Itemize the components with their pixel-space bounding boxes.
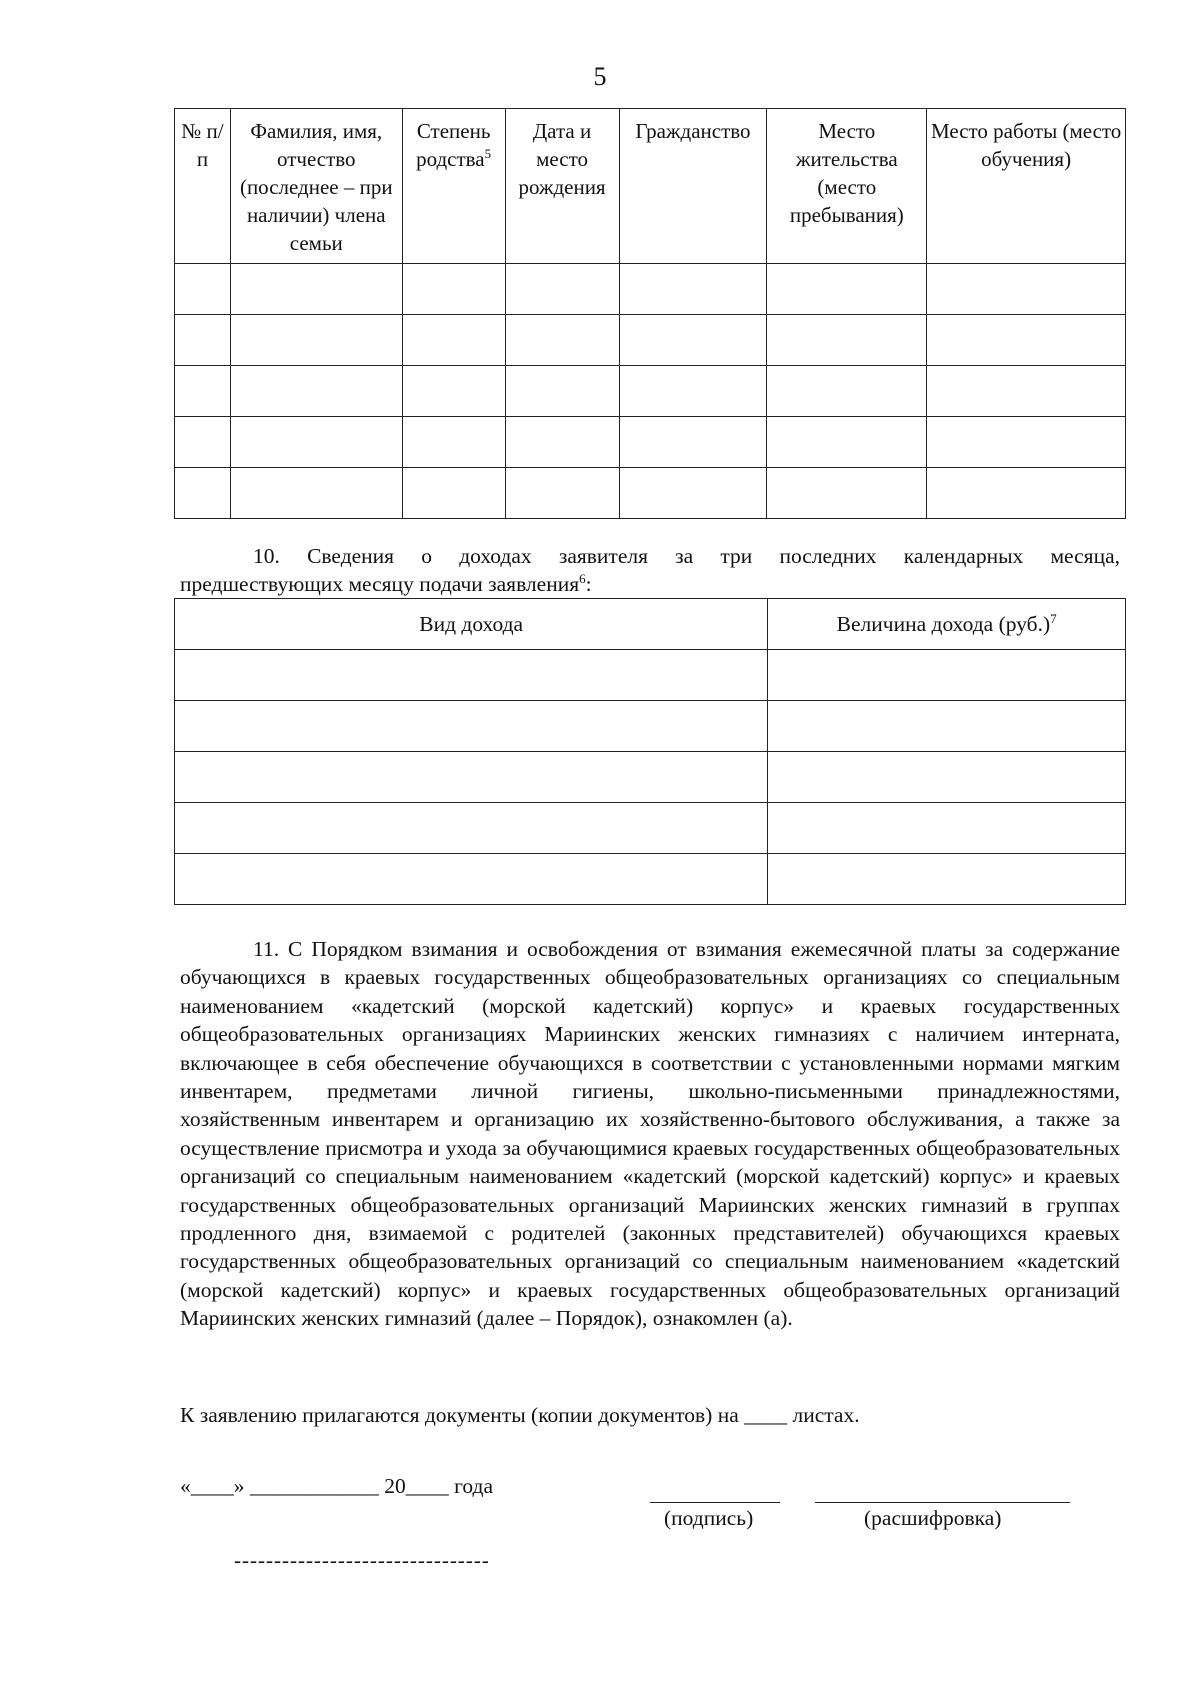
table-cell[interactable]	[402, 315, 505, 366]
table-row	[175, 803, 1126, 854]
table-cell[interactable]	[619, 417, 767, 468]
table-cell[interactable]	[230, 417, 402, 468]
table-cell[interactable]	[927, 468, 1126, 519]
table-cell[interactable]	[402, 468, 505, 519]
table-cell[interactable]	[175, 854, 768, 905]
table-row	[175, 701, 1126, 752]
table-row	[175, 264, 1126, 315]
header-number: № п/п	[175, 109, 231, 264]
table-cell[interactable]	[619, 366, 767, 417]
header-full-name: Фамилия, имя, отчество (последнее – при наличии) члена семьи	[230, 109, 402, 264]
table-cell[interactable]	[505, 417, 619, 468]
header-residence: Место жительства (место пребывания)	[767, 109, 927, 264]
table-cell[interactable]	[619, 264, 767, 315]
table-row	[175, 752, 1126, 803]
table-cell[interactable]	[767, 366, 927, 417]
table-cell[interactable]	[619, 468, 767, 519]
table-row	[175, 854, 1126, 905]
header-work-place: Место работы (место обучения)	[927, 109, 1126, 264]
table-row	[175, 417, 1126, 468]
table-cell[interactable]	[505, 366, 619, 417]
table-cell[interactable]	[175, 650, 768, 701]
signature-label: (подпись)	[664, 1506, 754, 1530]
table-row	[175, 468, 1126, 519]
family-members-table	[174, 108, 1126, 519]
page-number: 5	[593, 62, 607, 91]
table-cell[interactable]	[768, 854, 1126, 905]
table-header-row	[175, 109, 1126, 264]
table-cell[interactable]	[175, 803, 768, 854]
table-cell[interactable]	[175, 417, 231, 468]
section-10-income-heading: 10. Сведения о доходах заявителя за три последних календарных месяца, предшествующих месяцу подачи заявления$^6$:	[180, 544, 1120, 596]
table-row	[175, 315, 1126, 366]
table-cell[interactable]	[402, 366, 505, 417]
table-cell[interactable]	[768, 752, 1126, 803]
table-cell[interactable]	[402, 264, 505, 315]
table-cell[interactable]	[230, 468, 402, 519]
date-line: «____» ____________ 20____ года	[180, 1474, 494, 1498]
table-cell[interactable]	[768, 701, 1126, 752]
table-cell[interactable]	[768, 650, 1126, 701]
signature-line[interactable]	[650, 1502, 780, 1503]
attachments-line: К заявлению прилагаются документы (копии документов) на ____ листах.	[180, 1403, 860, 1427]
table-row	[175, 650, 1126, 701]
table-cell[interactable]	[505, 468, 619, 519]
table-cell[interactable]	[767, 468, 927, 519]
table-row	[175, 366, 1126, 417]
footnote-separator: --------------------------------	[234, 1548, 490, 1572]
table-cell[interactable]	[175, 315, 231, 366]
table-cell[interactable]	[505, 264, 619, 315]
header-birth-date-place: Дата и место рождения	[505, 109, 619, 264]
table-cell[interactable]	[767, 264, 927, 315]
header-income-amount: Величина дохода $(руб.)^7$	[768, 599, 1126, 650]
header-relationship: Степень родства$^5$	[402, 109, 505, 264]
table-cell[interactable]	[619, 315, 767, 366]
section-11-procedure-acknowledgement: 11. С Порядком взимания и освобождения от взимания ежемесячной платы за содержание обучающихся в краевых государственных общеобразовательных организациях со специальным наименованием «кадетский (морской кадетский) корпус» и краевых государственных общеобразовательных организациях Мариинских женских гимназиях с наличием интерната, включающее в себя обеспечение обучающихся в соответствии с установленными нормами мягким инвентарем, предметами личной гигиены, школьно-письменными принадлежностями, хозяйственным инвентарем и организацию их хозяйственно-бытового обслуживания, а также за осуществление присмотра и ухода за обучающимися краевых государственных общеобразовательных организаций со специальным наименованием «кадетский (морской кадетский) корпус» и краевых государственных общеобразовательных организаций Мариинских женских гимназий в группах продленного дня, взимаемой с родителей (законных представителей) обучающихся краевых государственных общеобразовательных организаций со специальным наименованием «кадетский (морской кадетский) корпус» и краевых государственных общеобразовательных организаций Мариинских женских гимназий (далее – Порядок), ознакомлен (а).	[180, 937, 1120, 1331]
table-cell[interactable]	[927, 366, 1126, 417]
income-table	[174, 598, 1126, 905]
table-cell[interactable]	[230, 315, 402, 366]
header-citizenship: Гражданство	[619, 109, 767, 264]
table-cell[interactable]	[927, 417, 1126, 468]
table-cell[interactable]	[230, 264, 402, 315]
table-cell[interactable]	[927, 264, 1126, 315]
header-income-type: Вид дохода	[175, 599, 768, 650]
table-cell[interactable]	[175, 701, 768, 752]
table-cell[interactable]	[505, 315, 619, 366]
table-cell[interactable]	[767, 417, 927, 468]
table-cell[interactable]	[175, 264, 231, 315]
table-cell[interactable]	[175, 752, 768, 803]
decoding-label: (расшифровка)	[864, 1506, 1002, 1530]
table-cell[interactable]	[768, 803, 1126, 854]
table-cell[interactable]	[175, 366, 231, 417]
table-cell[interactable]	[230, 366, 402, 417]
decoding-line[interactable]	[815, 1502, 1070, 1503]
table-header-row	[175, 599, 1126, 650]
table-cell[interactable]	[175, 468, 231, 519]
table-cell[interactable]	[402, 417, 505, 468]
table-cell[interactable]	[767, 315, 927, 366]
table-cell[interactable]	[927, 315, 1126, 366]
